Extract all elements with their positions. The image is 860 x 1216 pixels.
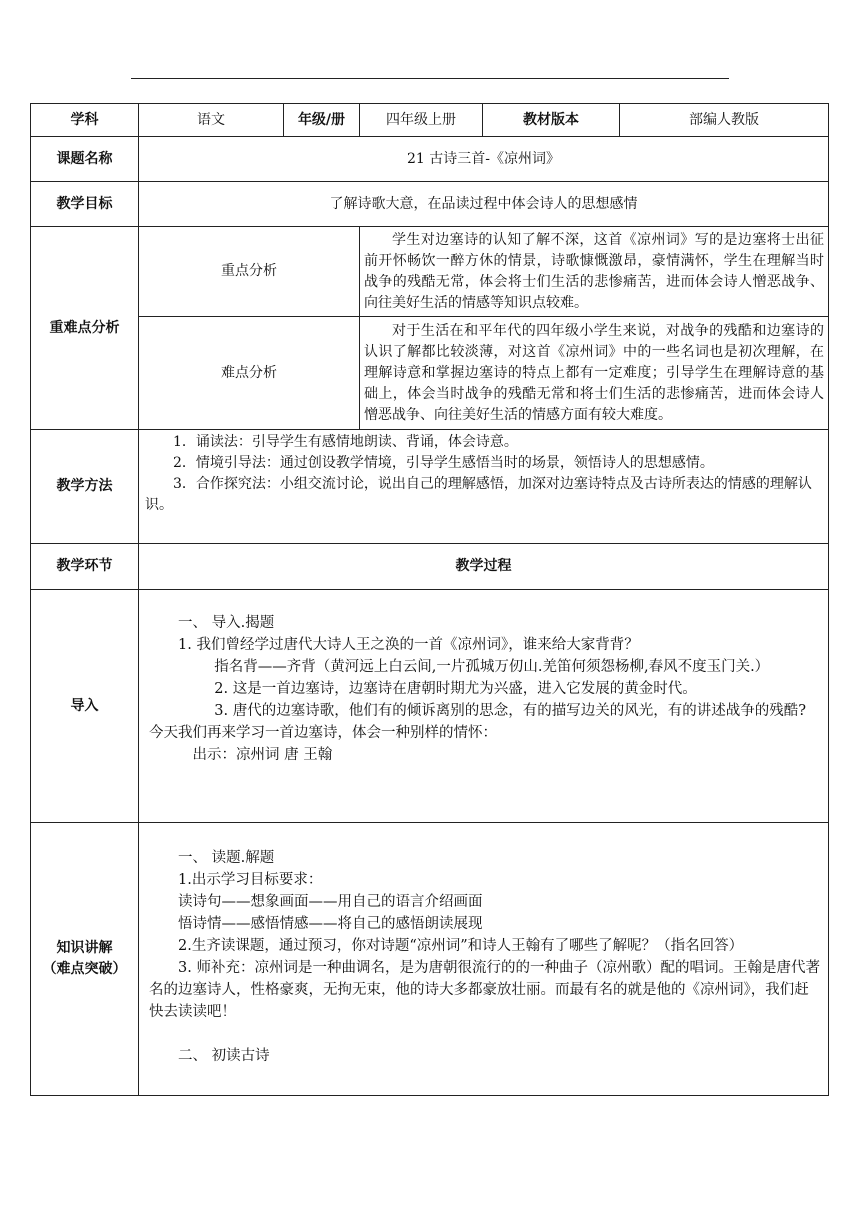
objective-text: 了解诗歌大意，在品读过程中体会诗人的思想感情 — [139, 182, 829, 227]
method-item: 3．合作探究法：小组交流讨论，说出自己的理解感悟，加深对边塞诗特点及古诗所表达的情感的理解认识。 — [145, 476, 812, 513]
grade-label: 年级/册 — [284, 104, 360, 137]
row-objective — [31, 182, 829, 227]
knowledge-label: 知识讲解 — [56, 940, 113, 956]
lesson-plan-table — [30, 103, 829, 1096]
knowledge-line: 一、 读题.解题 — [178, 850, 275, 866]
grade-value: 四年级上册 — [360, 104, 483, 137]
knowledge-line: 读诗句——想象画面——用自己的语言介绍画面 — [178, 894, 483, 910]
lesson-title-label: 课题名称 — [31, 137, 139, 182]
row-difficult-analysis — [31, 317, 829, 430]
objective-label: 教学目标 — [31, 182, 139, 227]
knowledge-sublabel: （难点突破） — [42, 961, 127, 977]
knowledge-content — [139, 823, 829, 1096]
subject-value: 语文 — [139, 104, 284, 137]
methods-content — [139, 430, 829, 544]
intro-line: 一、 导入.揭题 — [178, 615, 275, 631]
row-intro — [31, 590, 829, 823]
knowledge-line: 2.生齐读课题，通过预习，你对诗题“凉州词”和诗人王翰有了哪些了解呢？（指名回答） — [178, 938, 744, 954]
knowledge-line: 二、 初读古诗 — [178, 1048, 270, 1064]
intro-line: 指名背——齐背（黄河远上白云间,一片孤城万仞山.羌笛何须怨杨柳,春风不度玉门关.） — [214, 659, 770, 675]
intro-line: 1. 我们曾经学过唐代大诗人王之涣的一首《凉州词》，谁来给大家背背？ — [178, 637, 639, 653]
edition-value: 部编人教版 — [620, 104, 829, 137]
intro-label: 导入 — [31, 590, 139, 823]
subject-label: 学科 — [31, 104, 139, 137]
knowledge-label-cell — [31, 823, 139, 1096]
knowledge-line: 悟诗情——感悟情感——将自己的感悟朗读展现 — [178, 916, 483, 932]
row-steps-header — [31, 544, 829, 590]
row-header — [31, 104, 829, 137]
row-key-analysis — [31, 227, 829, 317]
row-lesson-title — [31, 137, 829, 182]
methods-label: 教学方法 — [31, 430, 139, 544]
edition-label: 教材版本 — [483, 104, 620, 137]
key-analysis-text: 学生对边塞诗的认知了解不深，这首《凉州词》写的是边塞将士出征前开怀畅饮一醉方休的情景，诗歌慷慨激昂，豪情满怀，学生在理解当时战争的残酷无常，体会将士们生活的悲惨痛苦，进而体会诗人憎恶战争、向往美好生活的情感等知识点较难。 — [360, 227, 829, 317]
intro-line: 出示：凉州词 唐 王翰 — [192, 747, 333, 763]
lesson-title-value: 21 古诗三首-《凉州词》 — [139, 137, 829, 182]
row-methods — [31, 430, 829, 544]
key-analysis-label: 重点分析 — [139, 227, 360, 317]
intro-content — [139, 590, 829, 823]
analysis-label: 重难点分析 — [31, 227, 139, 430]
method-item: 2．情境引导法：通过创设教学情境，引导学生感悟当时的场景，领悟诗人的思想感情。 — [173, 455, 714, 471]
knowledge-line: 3. 师补充：凉州词是一种曲调名，是为唐朝很流行的的一种曲子（凉州歌）配的唱词。王翰是唐代著名的边塞诗人，性格豪爽，无拘无束，他的诗大多都豪放壮丽。而最有名的就是他的《凉州词》，我们赶快去读读吧！ — [149, 960, 820, 1020]
steps-label: 教学环节 — [31, 544, 139, 590]
knowledge-line: 1.出示学习目标要求： — [178, 872, 323, 888]
difficult-analysis-label: 难点分析 — [139, 317, 360, 430]
process-label: 教学过程 — [139, 544, 829, 590]
intro-line: 2. 这是一首边塞诗，边塞诗在唐朝时期尤为兴盛，进入它发展的黄金时代。 — [214, 681, 697, 697]
header-rule — [131, 78, 729, 79]
method-item: 1．诵读法：引导学生有感情地朗读、背诵，体会诗意。 — [173, 434, 518, 450]
intro-line: 3. 唐代的边塞诗歌，他们有的倾诉离别的思念，有的描写边关的风光，有的讲述战争的残酷?今天我们再来学习一首边塞诗，体会一种别样的情怀： — [149, 703, 806, 741]
difficult-analysis-text: 对于生活在和平年代的四年级小学生来说，对战争的残酷和边塞诗的认识了解都比较淡薄，对这首《凉州词》中的一些名词也是初次理解，在理解诗意和掌握边塞诗的特点上都有一定难度；引导学生在理解诗意的基础上，体会当时战争的残酷无常和将士们生活的悲惨痛苦，进而体会诗人憎恶战争、向往美好生活的情感方面有较大难度。 — [360, 317, 829, 430]
row-knowledge — [31, 823, 829, 1096]
